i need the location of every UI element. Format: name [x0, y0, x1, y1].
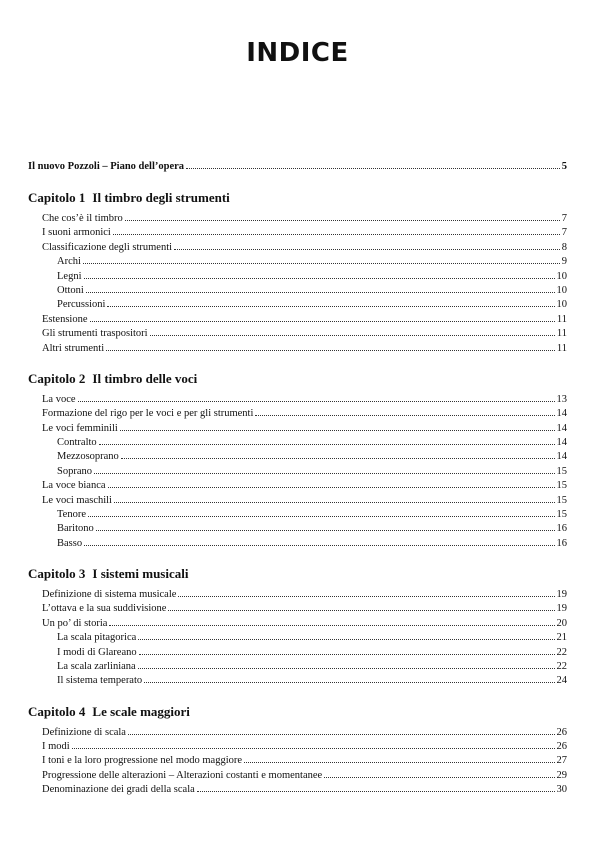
toc-entry-label: Basso — [57, 538, 83, 549]
toc-entry-label: Il sistema temperato — [57, 675, 143, 686]
dot-leader — [125, 212, 560, 221]
toc-entry-intro[interactable] — [28, 160, 567, 172]
toc-entry-label: Che cos’è il timbro — [42, 213, 123, 224]
toc-entry[interactable] — [42, 212, 567, 224]
dot-leader — [150, 327, 555, 336]
toc-entry[interactable] — [42, 588, 567, 600]
dot-leader — [139, 646, 555, 655]
dot-leader — [72, 740, 555, 749]
dot-leader — [109, 617, 554, 626]
toc-entry-page: 14 — [556, 408, 567, 419]
toc-entry-page: 7 — [561, 213, 567, 224]
chapter-heading[interactable] — [28, 704, 190, 719]
toc-entry-label: Legni — [57, 271, 82, 282]
toc-subentry[interactable] — [57, 270, 567, 282]
dot-leader — [178, 588, 554, 597]
toc-entry-page: 19 — [556, 589, 567, 600]
dot-leader — [107, 298, 554, 307]
dot-leader — [144, 674, 554, 683]
toc-entry-page: 10 — [556, 285, 567, 296]
toc-entry[interactable] — [42, 769, 567, 781]
toc-entry-page: 21 — [556, 632, 567, 643]
dot-leader — [84, 537, 554, 546]
toc-entry[interactable] — [42, 754, 567, 766]
toc-entry[interactable] — [42, 407, 567, 419]
toc-entry-label: Estensione — [42, 314, 88, 325]
dot-leader — [197, 783, 555, 792]
toc-entry[interactable] — [42, 602, 567, 614]
toc-entry-page: 11 — [556, 343, 567, 354]
dot-leader — [108, 479, 555, 488]
toc-entry-page: 22 — [556, 647, 567, 658]
toc-entry-page: 15 — [556, 495, 567, 506]
toc-entry-label: Soprano — [57, 466, 92, 477]
dot-leader — [244, 754, 554, 763]
dot-leader — [120, 422, 555, 431]
toc-entry-page: 14 — [556, 437, 567, 448]
toc-entry-label: I suoni armonici — [42, 227, 111, 238]
toc-entry-label: Mezzosoprano — [57, 451, 119, 462]
dot-leader — [174, 241, 560, 250]
toc-subentry[interactable] — [57, 298, 567, 310]
toc-subentry[interactable] — [57, 631, 567, 643]
dot-leader — [99, 436, 555, 445]
toc-entry[interactable] — [42, 393, 567, 405]
toc-entry[interactable] — [42, 226, 567, 238]
toc-entry-label: Definizione di sistema musicale — [42, 589, 177, 600]
toc-entry-label: Il nuovo Pozzoli – Piano dell’opera — [28, 161, 185, 172]
toc-entry[interactable] — [42, 422, 567, 434]
toc-entry[interactable] — [42, 342, 567, 354]
toc-subentry[interactable] — [57, 465, 567, 477]
chapter-number: Capitolo 3 — [28, 566, 86, 581]
toc-entry-page: 26 — [556, 741, 567, 752]
dot-leader — [84, 270, 555, 279]
toc-entry-label: Archi — [57, 256, 81, 267]
chapter-title: Le scale maggiori — [92, 704, 190, 719]
toc-entry-label: Altri strumenti — [42, 343, 105, 354]
toc-entry[interactable] — [42, 241, 567, 253]
dot-leader — [83, 255, 560, 264]
dot-leader — [168, 602, 554, 611]
toc-entry-label: Definizione di scala — [42, 727, 126, 738]
toc-subentry[interactable] — [57, 450, 567, 462]
toc-entry[interactable] — [42, 783, 567, 795]
toc-entry-label: Formazione del rigo per le voci e per gli strumenti — [42, 408, 254, 419]
toc-entry[interactable] — [42, 740, 567, 752]
page-title: INDICE — [246, 38, 349, 68]
toc-entry-label: La voce — [42, 394, 76, 405]
dot-leader — [88, 508, 555, 517]
toc-entry-page: 27 — [556, 755, 567, 766]
chapter-title: Il timbro degli strumenti — [92, 190, 230, 205]
toc-entry-label: Classificazione degli strumenti — [42, 242, 173, 253]
toc-entry-page: 13 — [556, 394, 567, 405]
toc-entry-page: 15 — [556, 466, 567, 477]
toc-entry-page: 7 — [561, 227, 567, 238]
dot-leader — [94, 465, 555, 474]
toc-entry-page: 11 — [556, 314, 567, 325]
chapter-title: I sistemi musicali — [92, 566, 189, 581]
dot-leader — [121, 450, 555, 459]
toc-subentry[interactable] — [57, 255, 567, 267]
toc-entry-page: 5 — [561, 161, 567, 172]
toc-subentry[interactable] — [57, 508, 567, 520]
toc-entry-label: La voce bianca — [42, 480, 106, 491]
dot-leader — [138, 631, 554, 640]
dot-leader — [186, 160, 560, 169]
toc-entry-page: 10 — [556, 271, 567, 282]
chapter-heading[interactable] — [28, 190, 230, 205]
toc-entry-page: 8 — [561, 242, 567, 253]
toc-entry-label: Gli strumenti traspositori — [42, 328, 148, 339]
toc-entry-page: 30 — [556, 784, 567, 795]
chapter-heading[interactable] — [28, 566, 188, 581]
toc-entry-page: 10 — [556, 299, 567, 310]
toc-entry-label: Le voci maschili — [42, 495, 112, 506]
toc-entry-label: Progressione delle alterazioni – Alterazioni costanti e momentanee — [42, 770, 323, 781]
toc-entry[interactable] — [42, 327, 567, 339]
toc-entry-label: I modi di Glareano — [57, 647, 137, 658]
toc-entry-page: 16 — [556, 538, 567, 549]
dot-leader — [86, 284, 555, 293]
chapter-number: Capitolo 1 — [28, 190, 86, 205]
toc-entry-label: La scala zarliniana — [57, 661, 136, 672]
dot-leader — [90, 313, 555, 322]
toc-entry-page: 22 — [556, 661, 567, 672]
toc-subentry[interactable] — [57, 537, 567, 549]
toc-subentry[interactable] — [57, 674, 567, 686]
toc-subentry[interactable] — [57, 660, 567, 672]
toc-subentry[interactable] — [57, 646, 567, 658]
toc-entry-label: Tenore — [57, 509, 86, 520]
dot-leader — [138, 660, 555, 669]
chapter-title: Il timbro delle voci — [92, 371, 198, 386]
chapter-number: Capitolo 2 — [28, 371, 86, 386]
toc-entry[interactable] — [42, 313, 567, 325]
toc-entry-page: 24 — [556, 675, 567, 686]
toc-entry-page: 26 — [556, 727, 567, 738]
chapter-heading[interactable] — [28, 371, 197, 386]
toc-entry-label: Un po’ di storia — [42, 618, 108, 629]
toc-entry-page: 14 — [556, 451, 567, 462]
toc-entry-page: 15 — [556, 509, 567, 520]
chapter-number: Capitolo 4 — [28, 704, 86, 719]
toc-entry-page: 29 — [556, 770, 567, 781]
dot-leader — [113, 226, 560, 235]
toc-entry-label: Percussioni — [57, 299, 106, 310]
toc-entry-page: 9 — [561, 256, 567, 267]
toc-entry-label: I toni e la loro progressione nel modo maggiore — [42, 755, 243, 766]
toc-entry-page: 15 — [556, 480, 567, 491]
toc-entry[interactable] — [42, 479, 567, 491]
toc-subentry[interactable] — [57, 436, 567, 448]
toc-entry-page: 11 — [556, 328, 567, 339]
toc-entry-label: Contralto — [57, 437, 97, 448]
toc-subentry[interactable] — [57, 284, 567, 296]
dot-leader — [324, 769, 554, 778]
dot-leader — [255, 407, 554, 416]
toc-entry[interactable] — [42, 617, 567, 629]
toc-entry-label: La scala pitagorica — [57, 632, 137, 643]
toc-entry-label: Le voci femminili — [42, 423, 118, 434]
toc-entry[interactable] — [42, 726, 567, 738]
toc-entry-page: 20 — [556, 618, 567, 629]
toc-entry-label: Denominazione dei gradi della scala — [42, 784, 195, 795]
toc-entry-label: Baritono — [57, 523, 94, 534]
dot-leader — [128, 726, 555, 735]
toc-subentry[interactable] — [57, 522, 567, 534]
toc-entry[interactable] — [42, 494, 567, 506]
dot-leader — [96, 522, 555, 531]
dot-leader — [106, 342, 555, 351]
toc-entry-page: 19 — [556, 603, 567, 614]
toc-entry-page: 16 — [556, 523, 567, 534]
toc-entry-label: Ottoni — [57, 285, 84, 296]
toc-entry-label: L’ottava e la sua suddivisione — [42, 603, 167, 614]
toc-entry-label: I modi — [42, 741, 70, 752]
dot-leader — [114, 494, 555, 503]
dot-leader — [78, 393, 555, 402]
toc-entry-page: 14 — [556, 423, 567, 434]
